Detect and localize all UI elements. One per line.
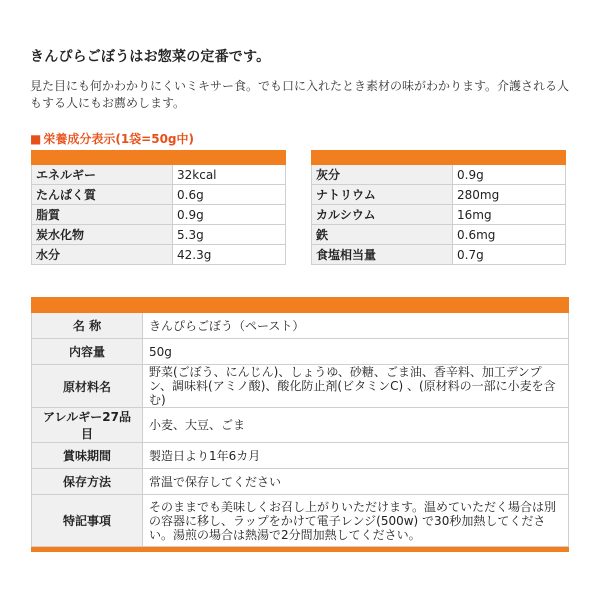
info-value: 野菜(ごぼう、にんじん)、しょうゆ、砂糖、ごま油、香辛料、加工デンプン、調味料(アミノ酸)、酸化防止剤(ビタミンC) 、(原材料の一部に小麦を含む) <box>143 365 569 408</box>
nutrient-value: 0.9g <box>453 165 566 185</box>
table-row <box>32 185 286 205</box>
nutrient-label: 脂質 <box>32 205 173 225</box>
table-row <box>32 205 286 225</box>
nutrient-value: 5.3g <box>173 225 286 245</box>
table-row <box>32 365 569 408</box>
nutrient-value: 0.7g <box>453 245 566 265</box>
table-header-bar <box>32 151 286 165</box>
page-title: きんぴらごぼうはお惣菜の定番です。 <box>30 49 271 65</box>
nutrient-label: 食塩相当量 <box>312 245 453 265</box>
table-row <box>312 165 566 185</box>
nutrient-value: 0.9g <box>173 205 286 225</box>
nutrient-value: 16mg <box>453 205 566 225</box>
nutrition-table-right <box>311 150 566 265</box>
info-value: 製造日より1年6カ月 <box>143 443 569 469</box>
info-value: きんぴらごぼう（ペースト） <box>143 313 569 339</box>
product-info-table <box>31 297 569 552</box>
table-row <box>32 408 569 443</box>
table-row <box>312 225 566 245</box>
table-row <box>32 469 569 495</box>
square-bullet-icon: ■ <box>30 132 42 146</box>
nutrient-label: エネルギー <box>32 165 173 185</box>
table-row <box>32 313 569 339</box>
table-footer-bar <box>32 547 569 552</box>
info-value: 50g <box>143 339 569 365</box>
nutrient-label: 鉄 <box>312 225 453 245</box>
nutrition-heading <box>30 130 194 147</box>
table-row <box>32 225 286 245</box>
nutrient-value: 32kcal <box>173 165 286 185</box>
table-header-bar <box>32 298 569 313</box>
nutrient-label: カルシウム <box>312 205 453 225</box>
table-row <box>32 339 569 365</box>
info-value: 小麦、大豆、ごま <box>143 408 569 443</box>
info-label: 賞味期間 <box>32 443 143 469</box>
nutrient-label: ナトリウム <box>312 185 453 205</box>
table-row <box>32 443 569 469</box>
info-label: 保存方法 <box>32 469 143 495</box>
nutrient-value: 0.6g <box>173 185 286 205</box>
table-row <box>312 245 566 265</box>
table-row <box>312 185 566 205</box>
nutrient-value: 42.3g <box>173 245 286 265</box>
table-row <box>312 205 566 225</box>
info-label: 原材料名 <box>32 365 143 408</box>
info-label: アレルギー27品目 <box>32 408 143 443</box>
info-value: そのままでも美味しくお召し上がりいただけます。温めていただく場合は別の容器に移し、ラップをかけて電子レンジ(500w) で30秒加熱してください。湯煎の場合は熱湯で2分間加熱してください。 <box>143 495 569 547</box>
nutrition-table-left <box>31 150 286 265</box>
info-value: 常温で保存してください <box>143 469 569 495</box>
info-label: 内容量 <box>32 339 143 365</box>
nutrition-heading-text: 栄養成分表示(1袋=50g中) <box>43 132 195 146</box>
table-row <box>32 165 286 185</box>
nutrient-label: 水分 <box>32 245 173 265</box>
table-row <box>32 495 569 547</box>
table-header-bar <box>312 151 566 165</box>
nutrient-label: 灰分 <box>312 165 453 185</box>
info-label: 特記事項 <box>32 495 143 547</box>
info-label: 名 称 <box>32 313 143 339</box>
nutrient-label: 炭水化物 <box>32 225 173 245</box>
nutrient-label: たんぱく質 <box>32 185 173 205</box>
product-description: 見た目にも何かわかりにくいミキサー食。でも口に入れたとき素材の味がわかります。介護される人もする人にもお薦めします。 <box>30 79 570 110</box>
table-row <box>32 245 286 265</box>
nutrient-value: 0.6mg <box>453 225 566 245</box>
nutrient-value: 280mg <box>453 185 566 205</box>
